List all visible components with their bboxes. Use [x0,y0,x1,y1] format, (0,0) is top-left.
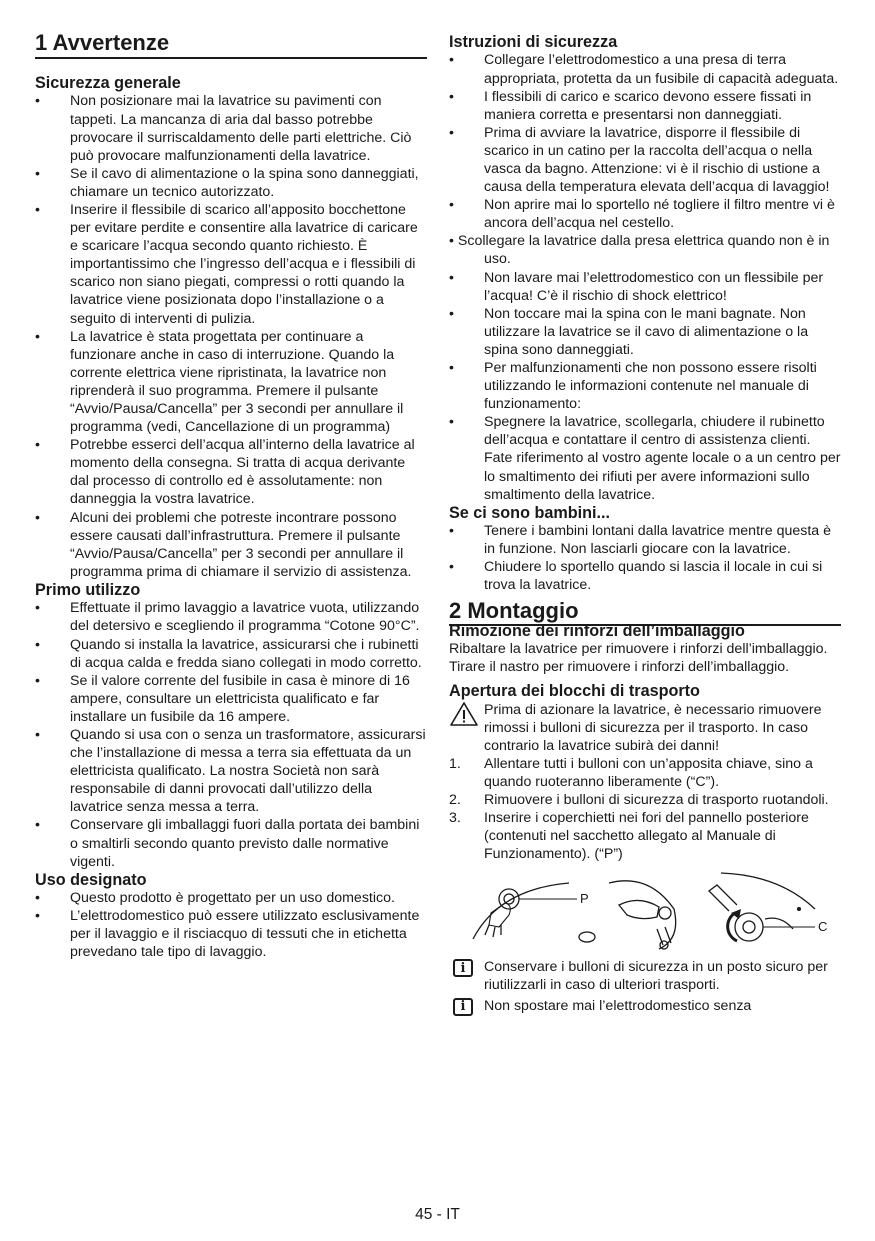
heading-first-use: Primo utilizzo [35,580,141,599]
info-note: i Conservare i bulloni di sicurezza in un posto sicuro per riutilizzarli in caso di ulteriori trasporti. [449,958,841,994]
section-title-assembly: 2 Montaggio [449,599,841,626]
list-item: • Effettuate il primo lavaggio a lavatrice vuota, utilizzando del detersivo e scegliendo il programma “Cotone 90°C”. [35,600,420,635]
packaging-paragraph: Ribaltare la lavatrice per rimuovere i rinforzi dell’imballaggio. Tirare il nastro per rimuovere i rinforzi dell’imballaggio. [449,640,828,676]
list-item: • La lavatrice è stata progettata per continuare a funzionare anche in caso di interruzione. Quando la corrente elettrica viene ripristinata, la lavatrice non riprenderà il suo programma. Premere il pulsante “Avvio/Pausa/Cancella” per 3 secondi per annullare il programma (vedi, Cancellazione di un programma) [35,328,404,436]
info-icon: i [453,959,473,977]
list-item: • Alcuni dei problemi che potreste incontrare possono essere causati dall’infrastruttura. Premere il pulsante “Avvio/Pausa/Cancella” per 3 secondi per annullare il programma prima di chiamare il servizio di assistenza. [35,509,412,580]
heading-transport: Apertura dei blocchi di trasporto [449,682,700,701]
list-intended-use [35,889,427,961]
heading-children: Se ci sono bambini... [449,503,611,522]
list-item: • Inserire il flessibile di scarico all’apposito bocchettone per evitare perdite e consentire alla lavatrice di caricare e scaricare l’acqua secondo quanto richiesto. È importantissimo che l’ingresso dell’acqua e i flessibili di scarico non siano piegati, compressi o rotti quando la lavatrice viene posizionata dopo l’installazione o a seguito di interventi di pulizia. [35,201,418,327]
list-item: • Non posizionare mai la lavatrice su pavimenti con tappeti. La mancanza di aria dal basso potrebbe provocare il surriscaldamento delle parti elettriche. Ciò può provocare malfunzionamenti della lavatrice. [35,93,412,164]
heading-general-safety: Sicurezza generale [35,74,181,92]
step-item: 3. Inserire i coperchietti nei fori del pannello posteriore (contenuti nel sacchetto allegato al Manuale di Funzionamento). (“P”) [449,810,809,863]
list-item: • I flessibili di carico e scarico devono essere fissati in maniera corretta e presentarsi non danneggiati. [449,88,812,123]
section-title-warnings: 1 Avvertenze [35,30,427,59]
list-general-safety [35,92,427,581]
figure-label-c: C [818,919,828,935]
list-safety-instructions [449,51,841,503]
list-item: • Se il valore corrente del fusibile in casa è minore di 16 ampere, consultare un elettricista qualificato e far installare un fusibile da 16 ampere. [35,672,410,725]
list-item: • Quando si usa con o senza un trasformatore, assicurarsi che l’installazione di messa a terra sia effettuata da un elettricista qualificato. La nostra Società non sarà responsabile di danni provocati dall’utilizzo della lavatrice senza messa a terra. [35,727,426,816]
list-item: • Collegare l’elettrodomestico a una presa di terra appropriata, protetta da un fusibile di capacità adeguata. [449,52,839,87]
list-item: • Se il cavo di alimentazione o la spina sono danneggiati, chiamare un tecnico autorizzato. [35,165,419,200]
list-item: • Scollegare la lavatrice dalla presa elettrica quando non è in uso. [449,233,830,268]
list-first-use [35,599,427,870]
transport-warning: Prima di azionare la lavatrice, è necessario rimuovere rimossi i bulloni di sicurezza per il trasporto. In caso contrario la lavatrice subirà dei danni! [449,701,841,755]
transport-bolts-illustration [459,869,829,951]
heading-intended-use: Uso designato [35,870,147,889]
list-item: • Questo prodotto è progettato per un uso domestico. [35,890,395,907]
info-note: i Non spostare mai l’elettrodomestico senza [449,997,841,1015]
transport-bolts-figure [459,869,841,956]
list-item: • Prima di avviare la lavatrice, disporre il flessibile di scarico in un catino per la raccolta dell’acqua o nella vasca da bagno. Attenzione: vi è il rischio di ustione a causa della temperatura elevata dell’acqua di lavaggio! [449,124,830,196]
list-item: • Non toccare mai la spina con le mani bagnate. Non utilizzare la lavatrice se il cavo di alimentazione o la spina sono danneggiati. [449,305,809,358]
step-item: 1. Allentare tutti i bulloni con un’apposita chiave, sino a quando ruoteranno liberamente (“C”). [449,755,813,790]
list-item: • Potrebbe esserci dell’acqua all’interno della lavatrice al momento della consegna. Si tratta di acqua derivante dal processo di controllo ed è assolutamente: non danneggia la vostra lavatrice. [35,437,415,508]
list-item: • L’elettrodomestico può essere utilizzato esclusivamente per il lavaggio e il risciacquo di tessuti che in etichetta prevedano tale tipo di lavaggio. [35,908,420,961]
list-item: • Tenere i bambini lontani dalla lavatrice mentre questa è in funzione. Non lasciarli giocare con la lavatrice. [449,523,832,558]
left-column [35,30,427,962]
list-item: • Conservare gli imballaggi fuori dalla portata dei bambini o smaltirli secondo quanto previsto dalle normative vigenti. [35,817,420,870]
page-number: 45 - IT [415,1206,460,1223]
list-item: • Non lavare mai l’elettrodomestico con un flessibile per l’acqua! C’è il rischio di shock elettrico! [449,269,824,304]
transport-steps [449,755,841,864]
warning-triangle-icon [449,701,479,727]
list-item: • Chiudere lo sportello quando si lascia il locale in cui si trova la lavatrice. [449,559,823,594]
list-item: • Spegnere la lavatrice, scollegarla, chiudere il rubinetto dell’acqua e contattare il centro di assistenza clienti. Fate riferimento al vostro agente locale o a un centro per lo smaltimento dei rifiuti per avere informazioni sullo smaltimento della lavatrice. [449,414,841,503]
list-item: • Quando si installa la lavatrice, assicurarsi che i rubinetti di acqua calda e fredda siano collegati in modo corretto. [35,636,422,671]
list-item: • Non aprire mai lo sportello né togliere il filtro mentre vi è ancora dell’acqua nel cestello. [449,197,835,232]
figure-label-p: P [580,891,589,907]
right-column [449,30,841,1015]
step-item: 2. Rimuovere i bulloni di sicurezza di trasporto ruotandoli. [449,792,829,808]
list-children [449,522,841,594]
list-item: • Per malfunzionamenti che non possono essere risolti utilizzando le informazioni contenute nel manuale di funzionamento: [449,360,817,413]
info-icon: i [453,998,473,1016]
heading-packaging: Rimozione dei rinforzi dell’imballaggio [449,621,745,640]
heading-safety-instructions: Istruzioni di sicurezza [449,33,618,51]
